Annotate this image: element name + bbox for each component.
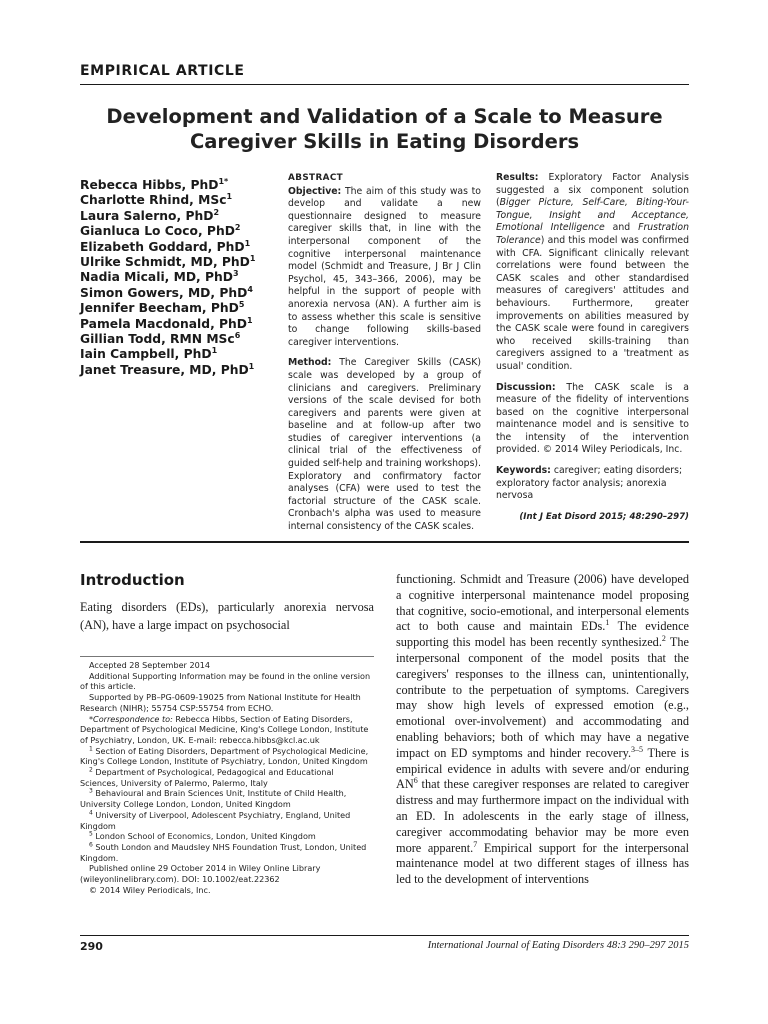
author-row xyxy=(80,255,280,270)
abstract-column-1 xyxy=(288,172,481,542)
author-name: Ulrike Schmidt, MD, PhD xyxy=(80,255,250,270)
results-component-last: Frustration Tolerance xyxy=(496,222,689,246)
discussion-text: The CASK scale is a measure of the fidelity of interventions based on the cognitive interpersonal maintenance model and is sensitive to the intensity of the intervention provided. © 2014 Wiley Periodicals, Inc. xyxy=(496,381,689,456)
intro-seg-2: The evidence supporting this model has been recently synthesized. xyxy=(396,619,689,650)
intro-seg-6: Empirical support for the interpersonal maintenance model at two different stages of illness has led to the development of interventions xyxy=(396,840,689,887)
affiliation-list xyxy=(80,746,374,864)
author-affiliation-marker: 1 xyxy=(247,315,253,325)
affiliation-text: Department of Psychological, Pedagogical and Educational Sciences, University of Palermo, Palermo, Italy xyxy=(80,767,334,788)
author-row xyxy=(80,270,280,285)
journal-citation: (Int J Eat Disord 2015; 48:290–297) xyxy=(519,511,689,522)
author-name: Simon Gowers, MD, PhD xyxy=(80,285,248,300)
affiliation-text: Section of Eating Disorders, Department of Psychological Medicine, King's College London, Institute of Psychiatry, London, United Kingdom xyxy=(80,745,369,767)
introduction-paragraph: Eating disorders (EDs), particularly anorexia nervosa (AN), have a large impact on psychosocial xyxy=(80,600,374,632)
author-affiliation-marker: 1 xyxy=(211,346,218,356)
affiliation-footnote xyxy=(80,788,374,809)
citation-ref: 3–5 xyxy=(631,744,644,754)
abstract-discussion xyxy=(496,382,689,458)
author-row xyxy=(80,301,280,316)
author-affiliation-marker: 1 xyxy=(249,253,256,263)
affiliation-footnote xyxy=(80,810,374,831)
author-affiliation-marker: 2 xyxy=(213,207,220,217)
results-text-start: Exploratory Factor Analysis suggested a six component solution ( xyxy=(496,172,689,209)
author-affiliation-marker: 3 xyxy=(232,269,239,279)
results-label: Results: xyxy=(496,172,539,183)
results-and: and xyxy=(604,222,639,234)
results-text-end: ) and this model was confirmed with CFA. Significant clinically relevant correlations were found between the CASK scales and other standardised measures of caregivers' attitudes and behaviours. Furthermore, greater improvements on abilities measured by the CASK scale were found in caregivers who received skills-training than caregivers assigned to a 'treatment as usual' condition. xyxy=(496,234,689,372)
author-row xyxy=(80,209,280,224)
abstract-method xyxy=(288,357,481,533)
author-row xyxy=(80,347,280,362)
author-affiliation-marker: 1 xyxy=(244,238,251,248)
introduction-heading: Introduction xyxy=(80,571,185,589)
abstract-heading: ABSTRACT xyxy=(288,173,344,183)
objective-text: The aim of this study was to develop and validate a new questionnaire designed to measure caregiver skills that, in line with the interpersonal component of the cognitive interpersonal maintenance model (Schmidt and Treasure, J Br J Clin Psychol, 45, 343–366, 2006), may be helpful in the support of people with anorexia nervosa (AN). A further aim is to assess whether this scale is sensitive to change following skills-based caregiver interventions. xyxy=(288,185,481,348)
affiliation-number: 5 xyxy=(89,830,93,838)
intro-seg-1: functioning. Schmidt and Treasure (2006) have developed a cognitive interpersonal maintenance model proposing that cognitive, socio-emotional, and interpersonal elements act to both cause and maintain EDs. xyxy=(396,572,689,634)
title-line-1: Development and Validation of a Scale to Measure xyxy=(106,105,663,128)
accepted-date: Accepted 28 September 2014 xyxy=(89,660,211,670)
method-label: Method: xyxy=(288,357,332,369)
funding-note: Supported by PB–PG-0609-19025 from National Institute for Health Research (NIHR); 55754 CSP:55754 from ECHO. xyxy=(80,692,361,713)
footnotes xyxy=(80,660,374,895)
footnote-rule xyxy=(80,656,374,657)
keywords-text: caregiver; eating disorders; exploratory factor analysis; anorexia nervosa xyxy=(496,465,683,502)
affiliation-number: 2 xyxy=(89,766,93,774)
author-name: Laura Salerno, PhD xyxy=(80,208,214,223)
introduction-right-text xyxy=(396,572,689,888)
citation-ref: 6 xyxy=(413,776,418,786)
author-name: Charlotte Rhind, MSc xyxy=(80,193,227,208)
correspondence-label: *Correspondence to: xyxy=(89,713,173,724)
correspondence-text: Rebecca Hibbs, Section of Eating Disorders, Department of Psychological Medicine, King's College London, Institute of Psychiatry, London, UK. E-mail: rebecca.hibbs@kcl.ac.uk xyxy=(80,713,369,745)
method-text: The Caregiver Skills (CASK) scale was developed by a group of clinicians and caregivers. Preliminary versions of the scale devised for both caregivers and parents were given at baseline and at follow-up after two studies of caregiver interventions (a clinical trial of the effectiveness of guided self-help and training workshops). Exploratory and confirmatory factor analyses (CFA) were used to test the factorial structure of the CASK scale. Cronbach's alpha was used to measure internal consistency of the CASK scales. xyxy=(288,357,481,533)
affiliation-number: 6 xyxy=(89,841,93,849)
intro-seg-4: There is empirical evidence in adults with severe and/or enduring AN xyxy=(396,745,689,792)
introduction-left-text xyxy=(80,599,374,634)
affiliation-footnote xyxy=(80,767,374,788)
title-line-2: Caregiver Skills in Eating Disorders xyxy=(189,130,580,153)
journal-footer: International Journal of Eating Disorders 48:3 290–297 2015 xyxy=(427,940,689,951)
author-name: Rebecca Hibbs, PhD xyxy=(80,178,219,192)
author-affiliation-marker: 4 xyxy=(247,284,253,294)
author-name: Pamela Macdonald, PhD xyxy=(80,316,247,331)
author-row xyxy=(80,317,280,332)
article-type-label: EMPIRICAL ARTICLE xyxy=(80,63,245,79)
author-name: Gianluca Lo Coco, PhD xyxy=(80,224,235,239)
affiliation-footnote xyxy=(80,746,374,767)
affiliation-text: London School of Economics, London, United Kingdom xyxy=(95,831,316,842)
author-affiliation-marker: 5 xyxy=(238,300,245,310)
author-affiliation-marker: 1 xyxy=(248,361,255,371)
author-affiliation-marker: 1* xyxy=(218,176,229,186)
author-row xyxy=(80,240,280,255)
footer-rule xyxy=(80,935,689,936)
author-row xyxy=(80,178,280,193)
affiliation-text: South London and Maudsley NHS Foundation Trust, London, United Kingdom. xyxy=(80,841,367,863)
author-name: Janet Treasure, MD, PhD xyxy=(80,362,249,377)
citation-ref: 2 xyxy=(661,634,666,644)
citation-ref: 1 xyxy=(605,618,610,628)
discussion-label: Discussion: xyxy=(496,381,556,393)
author-name: Jennifer Beecham, PhD xyxy=(80,301,239,316)
affiliation-number: 4 xyxy=(89,809,93,817)
affiliation-text: Behavioural and Brain Sciences Unit, Institute of Child Health, University College London, London, United Kingdom xyxy=(80,788,347,810)
abstract-objective xyxy=(288,172,481,349)
author-row xyxy=(80,332,280,347)
abstract-keywords xyxy=(496,465,689,503)
page-number: 290 xyxy=(80,940,103,953)
affiliation-number: 3 xyxy=(89,787,93,795)
author-list xyxy=(80,178,280,378)
citation-ref: 7 xyxy=(473,839,478,849)
results-components: Bigger Picture, Self-Care, Biting-Your-Tongue, Insight and Acceptance, Emotional Intelligence xyxy=(496,197,689,234)
keywords-label: Keywords: xyxy=(496,465,551,477)
author-affiliation-marker: 6 xyxy=(234,330,241,340)
author-affiliation-marker: 1 xyxy=(226,192,233,202)
author-row xyxy=(80,193,280,208)
author-affiliation-marker: 2 xyxy=(234,223,241,233)
correspondence-note xyxy=(80,714,374,746)
objective-label: Objective: xyxy=(288,185,342,197)
author-name: Iain Campbell, PhD xyxy=(80,347,212,362)
author-name: Gillian Todd, RMN MSc xyxy=(80,332,235,347)
intro-seg-3: The interpersonal component of the model posits that the caregivers' responses to the illness can, unintentionally, contribute to the perpetuation of symptoms. Caregivers may show high levels of expressed emotion (e.g., emotional over-involvement) and accommodating and enabling behaviors; both of which may have a negative impact on ED symptoms and hinder recovery. xyxy=(396,635,689,760)
abstract-column-2 xyxy=(496,172,689,523)
affiliation-footnote xyxy=(80,831,374,842)
introduction-continued xyxy=(396,572,689,888)
author-name: Nadia Micali, MD, PhD xyxy=(80,270,233,285)
intro-seg-5: that these caregiver responses are related to caregiver distress and may furthermore impact on the individual with an ED. In adolescents in the early stage of illness, caregiver accommodating behavior may be more even more apparent. xyxy=(396,777,689,855)
author-row xyxy=(80,363,280,378)
author-name: Elizabeth Goddard, PhD xyxy=(80,239,245,254)
affiliation-number: 1 xyxy=(89,744,93,752)
header-rule xyxy=(80,84,689,85)
affiliation-text: University of Liverpool, Adolescent Psychiatry, England, United Kingdom xyxy=(80,809,351,831)
article-title xyxy=(80,104,689,154)
author-row xyxy=(80,286,280,301)
copyright-note: © 2014 Wiley Periodicals, Inc. xyxy=(89,884,211,895)
supporting-info-note: Additional Supporting Information may be found in the online version of this article. xyxy=(80,670,371,692)
abstract-results xyxy=(496,172,689,374)
published-note: Published online 29 October 2014 in Wiley Online Library (wileyonlinelibrary.com). DOI: 10.1002/eat.22362 xyxy=(80,863,321,885)
affiliation-footnote xyxy=(80,842,374,863)
author-row xyxy=(80,224,280,239)
section-rule xyxy=(80,541,689,543)
